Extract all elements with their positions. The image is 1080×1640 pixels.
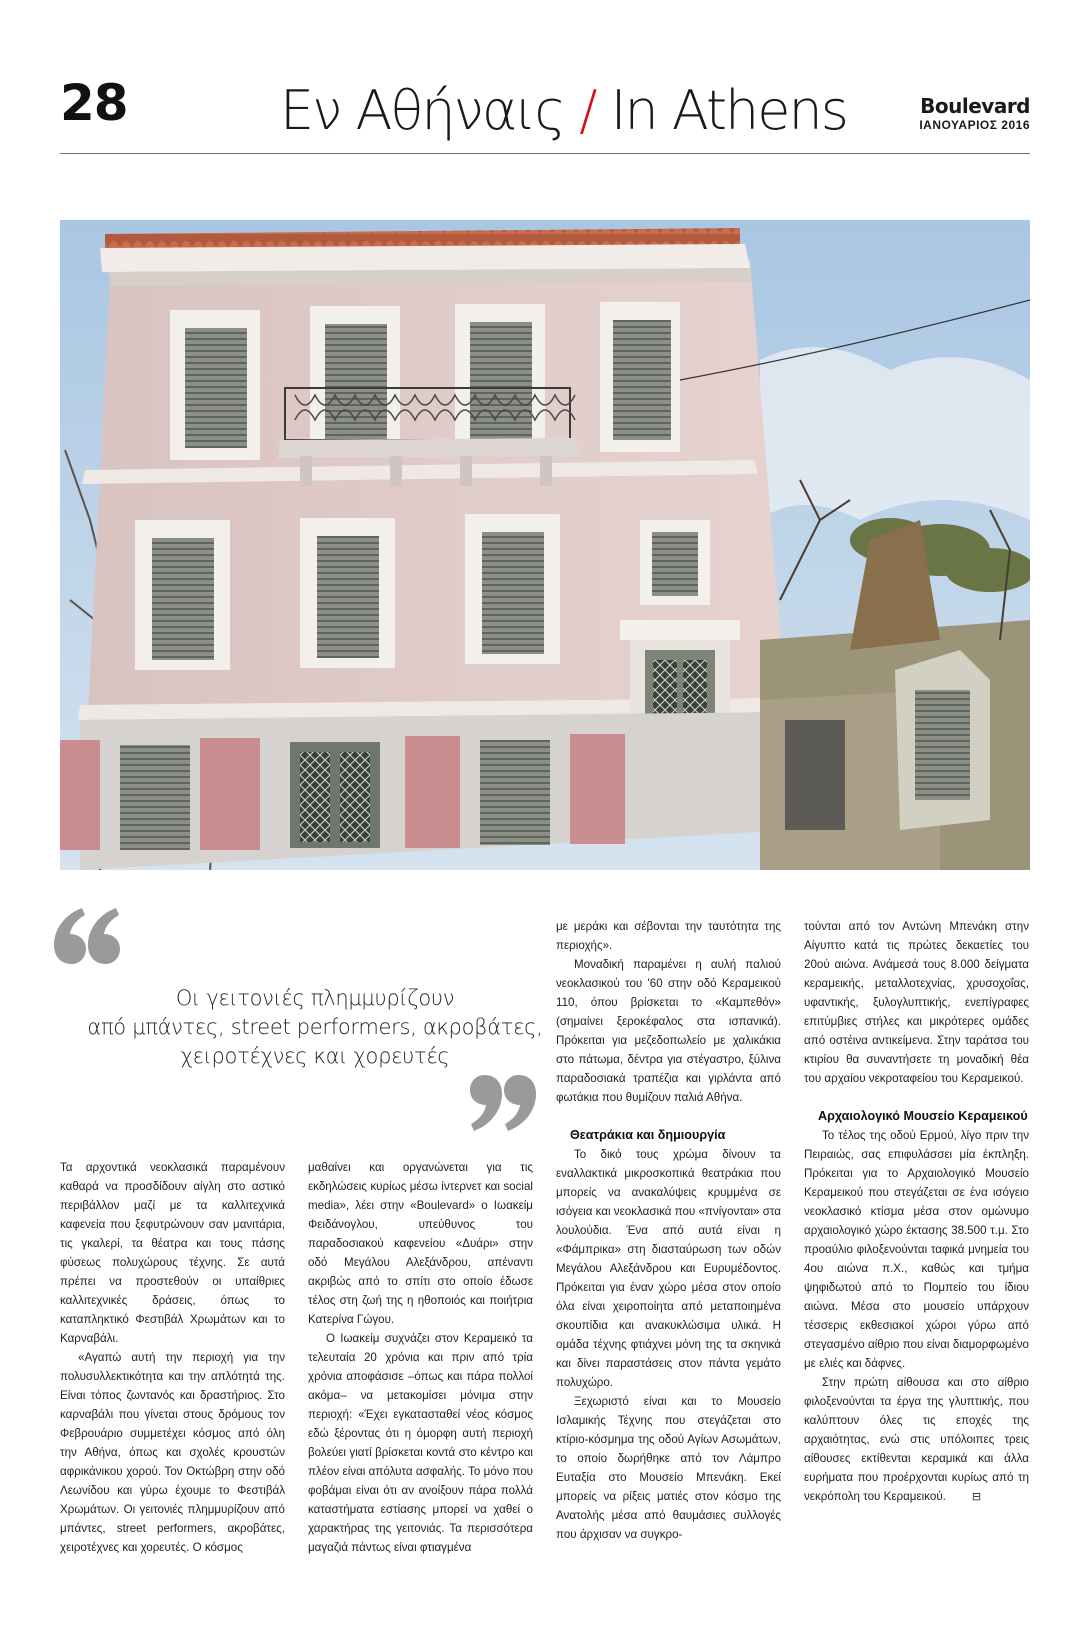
building-photo (60, 220, 1030, 870)
article-paragraph-text: Στην πρώτη αίθουσα και στο αίθριο φιλοξενούνται τα έργα της γλυπτικής, που καλύπτουν όλες τις εποχές της αρχαιότητας, ενώ στις υπόλοιπες τρεις αίθουσες εκτίθενται κεραμικά και άλλα ευρήματα που προέρχονται κυρίως από τη νεκρόπολη του Κεραμεικού. (804, 1376, 1029, 1503)
article-paragraph: Τα αρχοντικά νεοκλασικά παραμένουν καθαρά να προσδίδουν αίγλη στο αστικό περιβάλλον μαζί με τα καλλιτεχνικά καφενεία που ξεφυτρώνουν σαν μανιτάρια, τις γκαλερί, τα θέατρα και τους πάσης φύσεως πολυχώρους τέχνης. Σε αυτά πρέπει να προστεθούν οι υπαίθριες καλλιτεχνικές δράσεις, όπως το καταπληκτικό Φεστιβάλ Χρωμάτων και το Καρναβάλι. (60, 1161, 285, 1345)
section-title-greek: Εν Αθήναις (280, 79, 565, 142)
article-paragraph: τούνται από τον Αντώνη Μπενάκη στην Αίγυπτο κατά τις πρώτες δεκαετίες του 20ού αιώνα. Ανάμεσά τους 8.000 δείγματα κεραμεικής, μεταλλοτεχνίας, χρυσοχοΐας, υφαντικής, ξυλογλυπτικής, ενεπίγραφες επιτύμβιες στήλες και μικρότερες ομάδες από οστέινα αντικείμενα. Στην ταράτσα του κτιρίου θα συναντήσετε τη μοναδική θέα του αρχαίου νεκροταφείου του Κεραμεικού. (804, 920, 1029, 1085)
article-paragraph: Το δικό τους χρώμα δίνουν τα εναλλακτικά μικροσκοπικά θεατράκια που μπορείς να ανακαλύψεις κρυμμένα σε ισόγεια και νεοκλασικά που «πνίγονται» στα λουλούδια. Ένα από αυτά είναι η «Φάμπρικα» στη διασταύρωση των οδών Μεγάλου Αλεξάνδρου και Ευρυμέδοντος. Πρόκειται για έναν χώρο μέσα στον οποίο όλα είναι χειροποίητα από μεταποιημένα σκουπίδια και ανακυκλώσιμα υλικά. Η ομάδα τέχνης φτιάχνει μόνη της τα σκηνικά και δίνει παραστάσεις στον πάντα γεμάτο πολυχώρο. (556, 1148, 781, 1389)
article-paragraph: Το τέλος της οδού Ερμού, λίγο πριν την Πειραιώς, σας επιφυλάσσει μία έκπληξη. Πρόκειται για το Αρχαιολογικό Μουσείο Κεραμεικού που στεγάζεται σε ένα ισόγειο νεοκλασικό κτίσμα μέσα στον ομώνυμο αρχαιολογικό χώρο έκτασης 38.500 τ.μ. Στο προαύλιο φιλοξενούνται ταφικά μνημεία του 4ου αιώνα π.Χ., καθώς και τμήμα ψηφιδωτού από το Πομπείο του ίδιου αιώνα. Μέσα στο μουσείο υπάρχουν τέσσερις εκθεσιακοί χώροι γύρω από στεγασμένο αίθριο που είναι διαμορφωμένο με ελιές και δάφνες. (804, 1129, 1029, 1370)
quote-open-icon (54, 908, 120, 969)
header-rule (60, 153, 1030, 154)
article-end-icon: ⊟ (971, 1491, 982, 1503)
article-paragraph: Ξεχωριστό είναι και το Μουσείο Ισλαμικής Τέχνης που στεγάζεται στο κτίριο-κόσμημα της οδού Αγίων Ασωμάτων, το οποίο δωρήθηκε από τον Λάμπρο Ευταξία στο Μουσείο Μπενάκη. Εκεί μπορείς να ρίξεις ματιές στον κόσμο της Ανατολής μέσα από θαυμάσιες συλλογές που άρχισαν να συγκρο- (556, 1395, 781, 1541)
subheading-theatres: Θεατράκια και δημιουργία (570, 1128, 726, 1142)
section-title (280, 79, 847, 142)
pull-quote-line: Οι γειτονιές πλημμυρίζουν (175, 986, 455, 1010)
article-column-3 (556, 917, 781, 1578)
article-paragraph: Μοναδική παραμένει η αυλή παλιού νεοκλασικού του '60 στην οδό Κεραμεικού 110, όπου βρίσκεται το «Καμπεθόν» (σημαίνει ξεροκέφαλος στα ισπανικά). Πρόκειται για μεζεδοπωλείο με χαλικάκια στο πάτωμα, δέντρα για στέγαστρο, ξύλινα παραδοσιακά τραπέζια και γιρλάντα από φωτάκια που θυμίζουν παλιά Αθήνα. (556, 958, 781, 1104)
quote-close-icon (470, 1075, 536, 1136)
article-paragraph (804, 1373, 1029, 1507)
neoclassical-building-icon (60, 220, 1030, 870)
article-column-2 (308, 1158, 533, 1578)
section-title-english: In Athens (610, 79, 847, 142)
article-paragraph: «Αγαπώ αυτή την περιοχή για την πολυσυλλεκτικότητα και την απλότητά της. Είναι τόπος ζωντανός και δραστήριος. Στο καρναβάλι που γίνεται στους δρόμους τον Φεβρουάριο συμμετέχει κόσμος από όλη την Αθήνα, όπως και σχολές κρουστών αφρικάνικου χορού. Τον Οκτώβρη στην οδό Λεωνίδου και γύρω έχουμε το Φεστιβάλ Χρωμάτων. Οι γειτονιές πλημμυρίζουν από μπάντες, street performers, ακροβάτες, χειροτέχνες και χορευτές. Ο κόσμος (60, 1351, 285, 1554)
article-column-1 (60, 1158, 285, 1578)
section-title-separator: / (579, 79, 596, 142)
pull-quote (80, 984, 550, 1071)
page-number: 28 (60, 74, 128, 132)
masthead (919, 96, 1030, 132)
article-paragraph: με μεράκι και σέβονται την ταυτότητα της περιοχής». (556, 920, 781, 952)
pull-quote-line: από μπάντες, street performers, ακροβάτες, (87, 1015, 543, 1039)
article-column-4 (804, 917, 1029, 1578)
masthead-brand: Boulevard (920, 94, 1030, 118)
pull-quote-line: χειροτέχνες και χορευτές (180, 1044, 450, 1068)
article-paragraph: Ο Ιωακείμ συχνάζει στον Κεραμεικό τα τελευταία 20 χρόνια και πριν από τρία χρόνια αποφάσισε –όπως και πάρα πολλοί ακόμα– να μετακομίσει μόνιμα στην περιοχή: «Έχει εγκατασταθεί νέος κόσμος εδώ ξέροντας ότι η όμορφη αυτή περιοχή βολεύει γιατί βρίσκεται κοντά στο κέντρο και πλέον είναι απόλυτα ασφαλής. Το μόνο που φοβάμαι είναι ότι αν ανοίξουν πάρα πολλά καταστήματα εστίασης μπορεί να χαθεί ο χαρακτήρας της γειτονιάς. Τα περισσότερα μαγαζιά πάντως είναι φτιαγμένα (308, 1332, 533, 1554)
masthead-issue: ΙΑΝΟΥΑΡΙΟΣ 2016 (919, 118, 1030, 132)
subheading-museum: Αρχαιολογικό Μουσείο Κεραμεικού (818, 1109, 1028, 1123)
article-paragraph: μαθαίνει και οργανώνεται για τις εκδηλώσεις κυρίως μέσω ίντερνετ και social media», λέει στην «Boulevard» ο Ιωακείμ Φειδάνογλου, υπεύθυνος του παραδοσιακού καφενείου «Δυάρι» στην οδό Μεγάλου Αλεξάνδρου, απέναντι ακριβώς από το σπίτι στο οποίο έδωσε τέλος στη ζωή της η ηθοποιός και ποιήτρια Κατερίνα Γώγου. (308, 1161, 533, 1326)
